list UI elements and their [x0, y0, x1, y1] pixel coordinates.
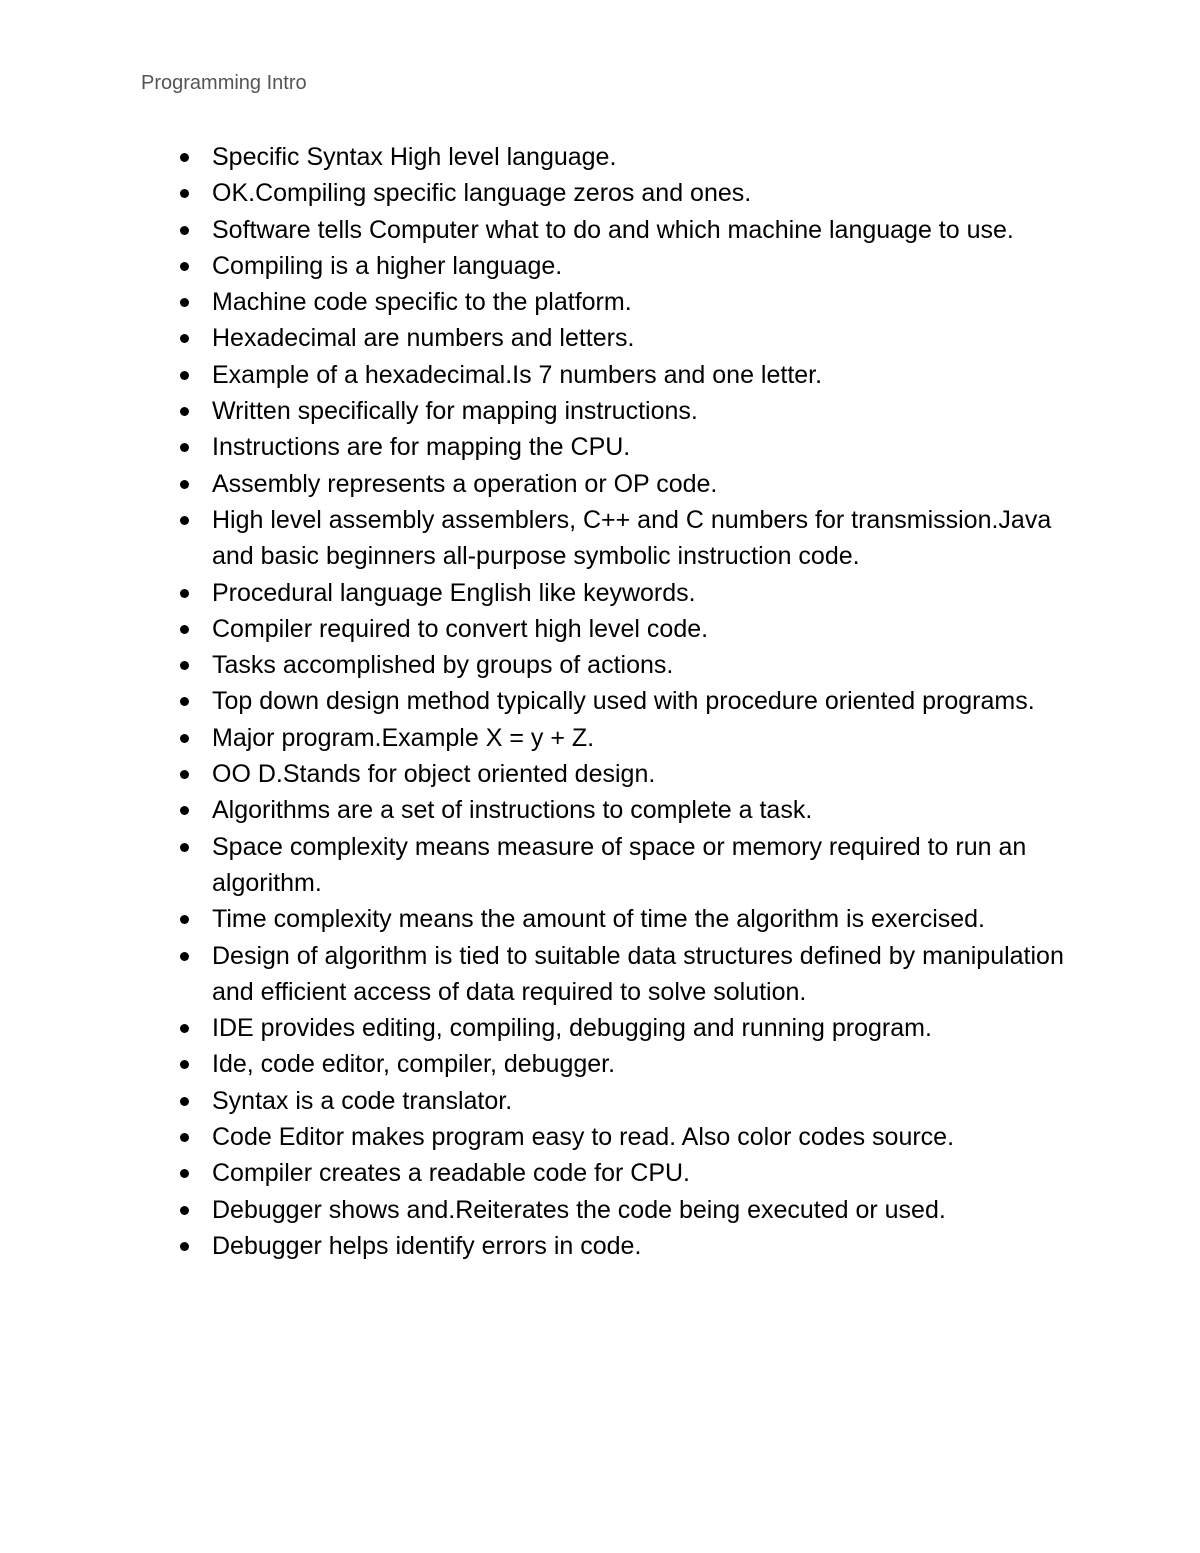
- bullet-icon: [180, 516, 189, 525]
- list-item-text: Software tells Computer what to do and which machine language to use.: [212, 215, 1014, 244]
- bullet-icon: [180, 1060, 189, 1069]
- list-item: [212, 829, 1072, 902]
- bullet-icon: [180, 697, 189, 706]
- list-item: [212, 901, 1072, 937]
- list-item-text: IDE provides editing, compiling, debugging and running program.: [212, 1014, 932, 1043]
- list-item-text: Compiling is a higher language.: [212, 251, 563, 280]
- list-item: [212, 938, 1072, 1011]
- list-item: [212, 393, 1072, 429]
- list-item: [212, 212, 1072, 248]
- list-item-text: Space complexity means measure of space or memory required to run an algorithm.: [212, 832, 1027, 897]
- bullet-icon: [180, 952, 189, 961]
- bullet-icon: [180, 407, 189, 416]
- bullet-icon: [180, 226, 189, 235]
- list-item: [212, 502, 1072, 575]
- bullet-icon: [180, 153, 189, 162]
- list-item-text: Time complexity means the amount of time the algorithm is exercised.: [212, 905, 985, 934]
- bullet-icon: [180, 443, 189, 452]
- list-item: [212, 175, 1072, 211]
- list-item-text: OO D.Stands for object oriented design.: [212, 760, 656, 789]
- list-item-text: OK.Compiling specific language zeros and ones.: [212, 179, 752, 208]
- list-item-text: Debugger helps identify errors in code.: [212, 1231, 642, 1260]
- list-item: [212, 320, 1072, 356]
- list-item: [212, 1119, 1072, 1155]
- bullet-icon: [180, 661, 189, 670]
- list-item-text: Ide, code editor, compiler, debugger.: [212, 1050, 616, 1079]
- bullet-icon: [180, 1206, 189, 1215]
- bullet-icon: [180, 625, 189, 634]
- list-item-text: Debugger shows and.Reiterates the code being executed or used.: [212, 1195, 946, 1224]
- bullet-icon: [180, 843, 189, 852]
- bullet-icon: [180, 734, 189, 743]
- page-title: Programming Intro: [141, 72, 307, 94]
- list-item: [212, 248, 1072, 284]
- bullet-icon: [180, 189, 189, 198]
- bullet-icon: [180, 1133, 189, 1142]
- list-item: [212, 466, 1072, 502]
- list-item: [212, 1228, 1072, 1264]
- bullet-icon: [180, 915, 189, 924]
- list-item-text: Assembly represents a operation or OP code.: [212, 469, 718, 498]
- list-item-text: Algorithms are a set of instructions to complete a task.: [212, 796, 813, 825]
- bullet-icon: [180, 806, 189, 815]
- bullet-icon: [180, 1024, 189, 1033]
- list-item: [212, 683, 1072, 719]
- list-item-text: High level assembly assemblers, C++ and C numbers for transmission.Java and basic beginners all-purpose symbolic instruction code.: [212, 505, 1052, 571]
- list-item-text: Written specifically for mapping instructions.: [212, 397, 698, 426]
- list-item-text: Procedural language English like keywords.: [212, 578, 696, 607]
- list-item: [212, 357, 1072, 393]
- list-item: [212, 575, 1072, 611]
- bullet-icon: [180, 589, 189, 598]
- list-item: [212, 720, 1072, 756]
- list-item: [212, 756, 1072, 792]
- bullet-icon: [180, 1097, 189, 1106]
- list-item: [212, 611, 1072, 647]
- list-item-text: Syntax is a code translator.: [212, 1086, 513, 1115]
- bullet-icon: [180, 262, 189, 271]
- list-item-text: Top down design method typically used with procedure oriented programs.: [212, 687, 1035, 716]
- list-item: [212, 792, 1072, 828]
- list-item: [212, 1155, 1072, 1191]
- list-item: [212, 429, 1072, 465]
- list-item-text: Example of a hexadecimal.Is 7 numbers and one letter.: [212, 360, 823, 389]
- list-item: [212, 1192, 1072, 1228]
- list-item: [212, 139, 1072, 175]
- list-item-text: Machine code specific to the platform.: [212, 288, 632, 317]
- list-item-text: Specific Syntax High level language.: [212, 143, 617, 171]
- list-item: [212, 1010, 1072, 1046]
- bullet-icon: [180, 371, 189, 380]
- list-item-text: Hexadecimal are numbers and letters.: [212, 324, 635, 353]
- notes-list: [212, 139, 1072, 1264]
- bullet-icon: [180, 1242, 189, 1251]
- list-item: [212, 1046, 1072, 1082]
- list-item-text: Compiler required to convert high level code.: [212, 614, 709, 643]
- bullet-icon: [180, 1169, 189, 1178]
- list-item: [212, 647, 1072, 683]
- bullet-icon: [180, 770, 189, 779]
- list-item-text: Instructions are for mapping the CPU.: [212, 433, 631, 462]
- list-item-text: Design of algorithm is tied to suitable data structures defined by manipulation and efficient access of data required to solve solution.: [212, 941, 1064, 1006]
- bullet-icon: [180, 298, 189, 307]
- list-item-text: Tasks accomplished by groups of actions.: [212, 651, 674, 680]
- list-item-text: Compiler creates a readable code for CPU.: [212, 1159, 691, 1188]
- bullet-icon: [180, 480, 189, 489]
- list-item-text: Major program.Example X = y + Z.: [212, 723, 595, 752]
- list-item: [212, 284, 1072, 320]
- list-item-text: Code Editor makes program easy to read. Also color codes source.: [212, 1123, 955, 1152]
- list-item: [212, 1083, 1072, 1119]
- bullet-icon: [180, 334, 189, 343]
